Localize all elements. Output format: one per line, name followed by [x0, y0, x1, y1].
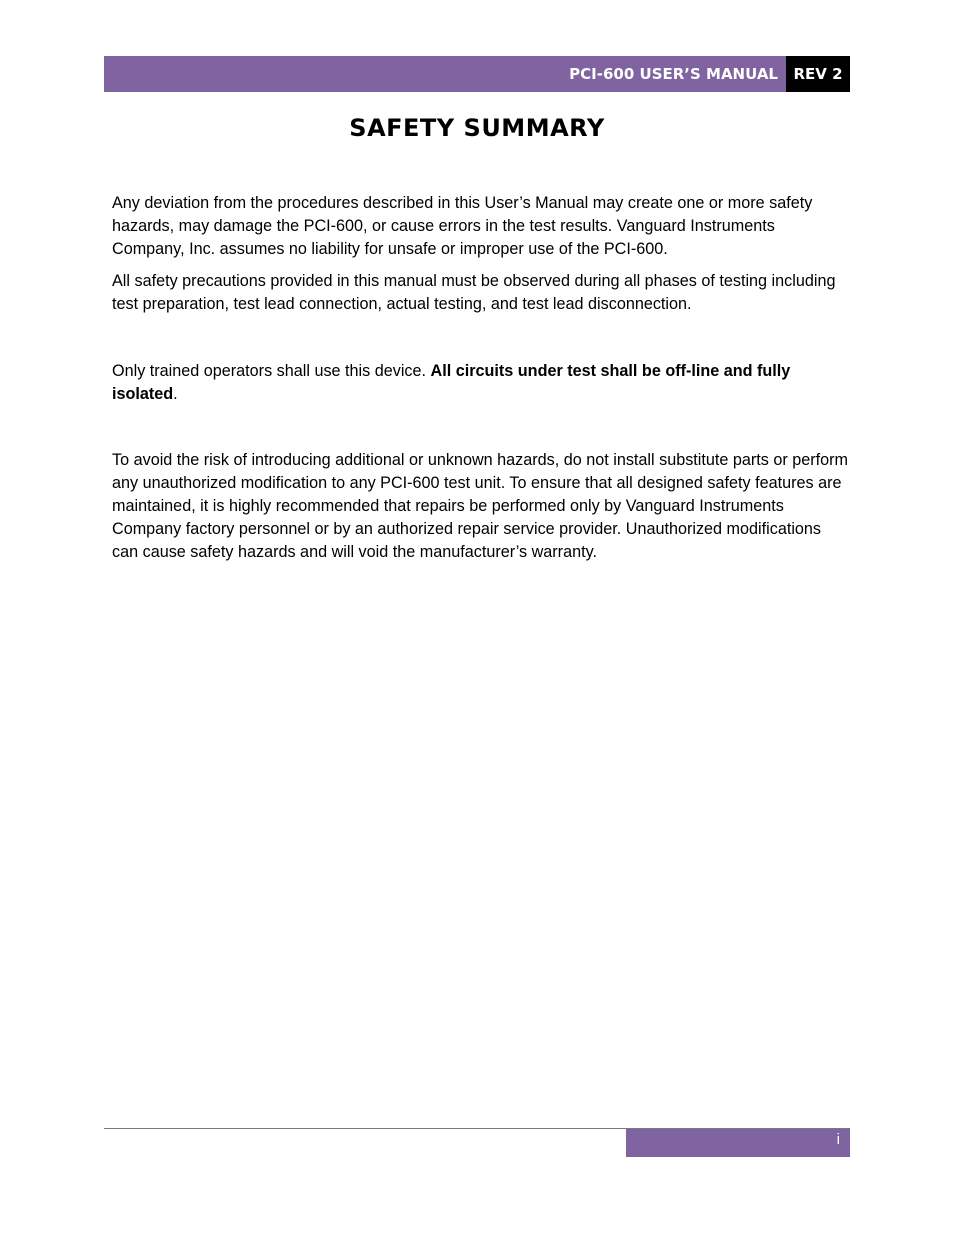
operators-text: Only trained operators shall use this device.: [112, 362, 431, 380]
operators-period: .: [173, 385, 178, 403]
manual-title: PCI-600 USER’S MANUAL: [569, 65, 778, 83]
header-bar: [104, 56, 850, 92]
revision-badge: REV 2: [786, 56, 850, 92]
paragraph-safety-precautions: All safety precautions provided in this manual must be observed during all phases of testing including test preparation, test lead connection, actual testing, and test lead disconnection.: [112, 272, 836, 313]
paragraph-deviation-warning: Any deviation from the procedures described in this User’s Manual may create one or more safety hazards, may damage the PCI-600, or cause errors in the test results. Vanguard Instruments Company, Inc. assumes no liability for unsafe or improper use of the PCI-600.: [112, 194, 813, 258]
footer-bar: [626, 1129, 850, 1157]
paragraph-modifications: To avoid the risk of introducing additional or unknown hazards, do not install substitute parts or perform any unauthorized modification to any PCI-600 test unit. To ensure that all designed safety features are maintained, it is highly recommended that repairs be performed only by Vanguard Instruments Company factory personnel or by an authorized repair service provider. Unauthorized modifications can cause safety hazards and will void the manufacturer’s warranty.: [112, 451, 849, 561]
page-title: SAFETY SUMMARY: [349, 114, 605, 142]
paragraph-operators: [112, 360, 850, 406]
isolation-warning: All circuits under test shall be off-line and fully isolated: [112, 362, 791, 403]
page-number: i: [836, 1131, 840, 1148]
